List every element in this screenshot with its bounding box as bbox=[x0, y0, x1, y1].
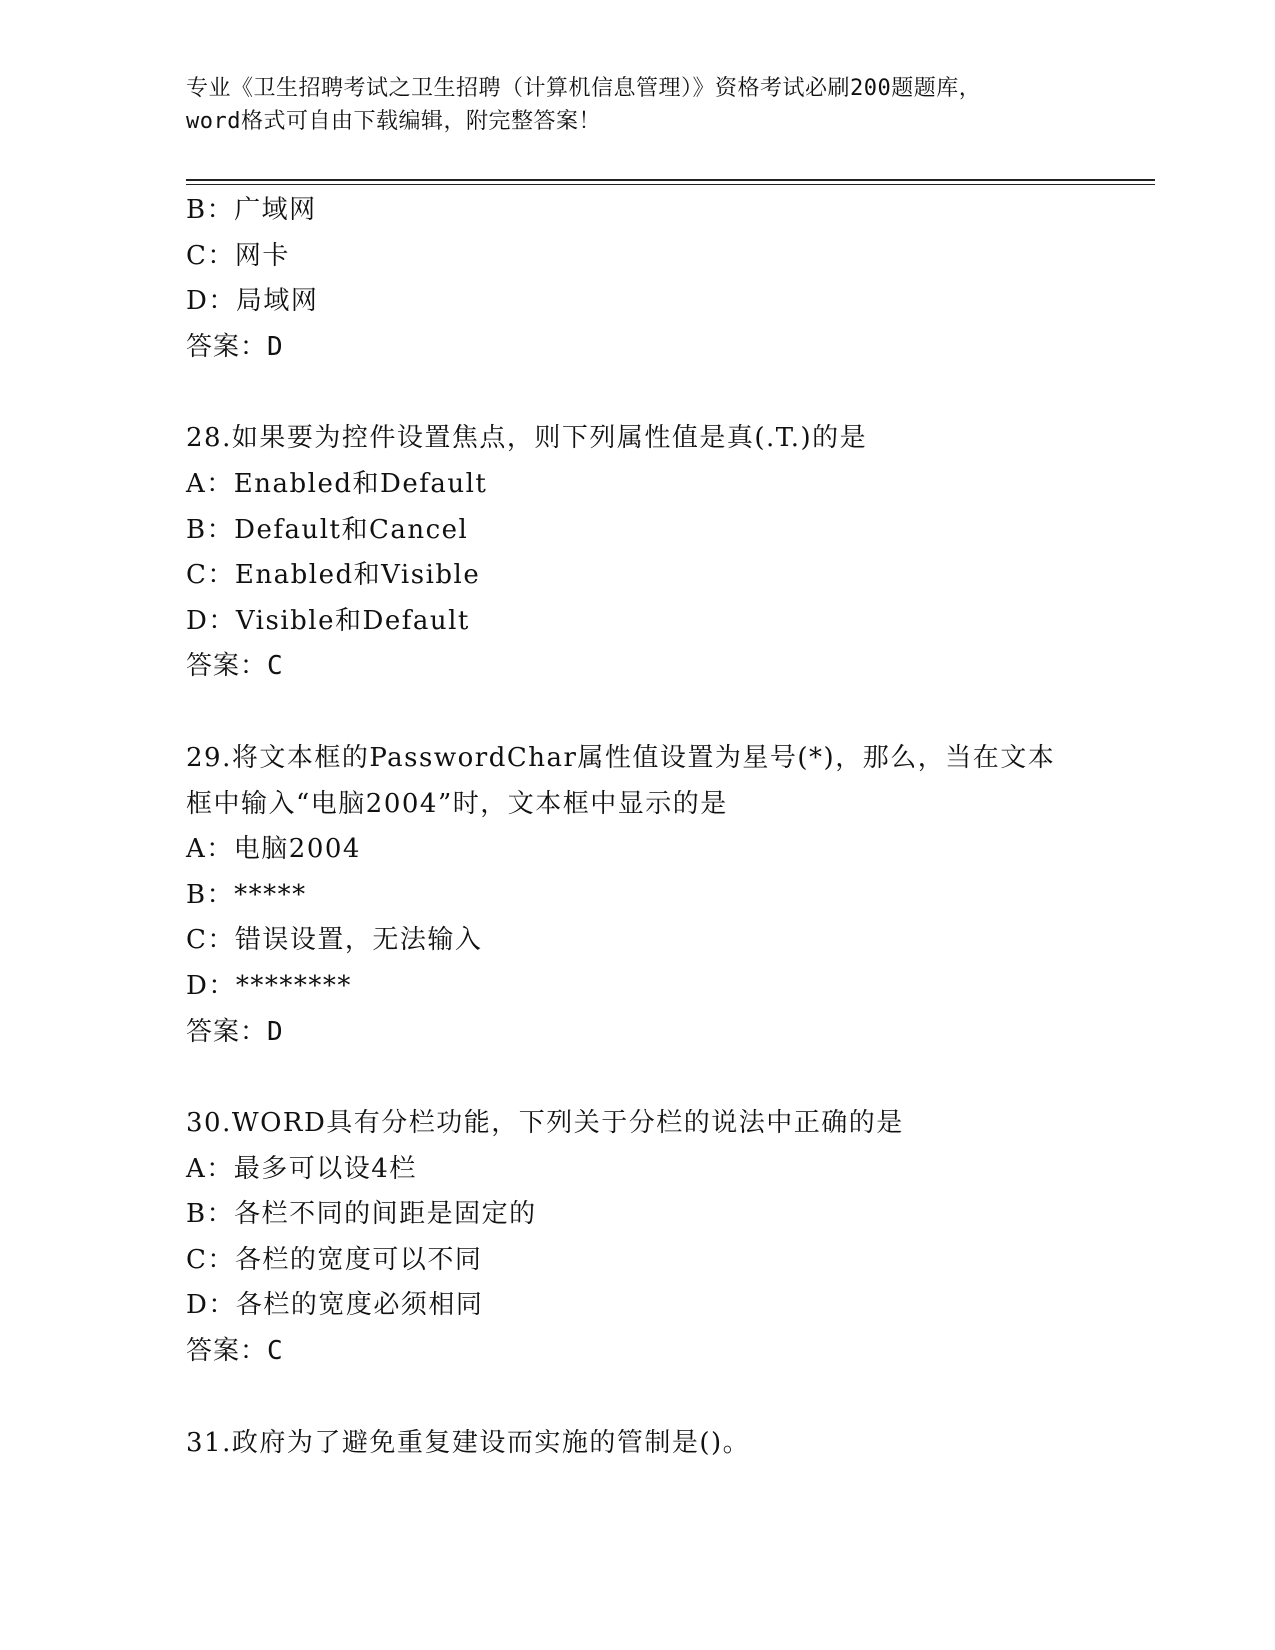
option-c: C：各栏的宽度可以不同 bbox=[186, 1244, 483, 1275]
option-d: D：局域网 bbox=[186, 286, 319, 317]
option-d: D：Visible和Default bbox=[186, 605, 470, 636]
option-b: B：***** bbox=[186, 879, 307, 910]
question-27-fragment bbox=[186, 188, 1086, 370]
option-a: A：最多可以设4栏 bbox=[186, 1153, 417, 1184]
option-c: C：错误设置，无法输入 bbox=[186, 925, 483, 956]
document-header bbox=[186, 72, 1086, 138]
header-line-1: 专业《卫生招聘考试之卫生招聘（计算机信息管理）》资格考试必刷200题题库， bbox=[186, 76, 982, 101]
question-gap bbox=[186, 690, 1086, 736]
question-28 bbox=[186, 416, 1086, 690]
question-stem: 30.WORD具有分栏功能，下列关于分栏的说法中正确的是 bbox=[186, 1108, 904, 1139]
option-d: D：各栏的宽度必须相同 bbox=[186, 1290, 484, 1321]
header-divider bbox=[186, 179, 1155, 185]
question-stem-continued: 框中输入“电脑2004”时，文本框中显示的是 bbox=[186, 788, 728, 819]
option-c: C：Enabled和Visible bbox=[186, 560, 481, 591]
answer-line: 答案：D bbox=[186, 331, 284, 362]
option-c: C：网卡 bbox=[186, 240, 290, 271]
option-a: A：Enabled和Default bbox=[186, 468, 488, 499]
question-stem: 28.如果要为控件设置焦点，则下列属性值是真(.T.)的是 bbox=[186, 423, 868, 454]
question-29 bbox=[186, 736, 1086, 1055]
answer-line: 答案：C bbox=[186, 1336, 284, 1367]
option-b: B：各栏不同的间距是固定的 bbox=[186, 1199, 537, 1230]
option-b: B：Default和Cancel bbox=[186, 514, 469, 545]
question-30 bbox=[186, 1101, 1086, 1375]
option-b: B：广域网 bbox=[186, 195, 317, 225]
option-a: A：电脑2004 bbox=[186, 834, 361, 865]
question-gap bbox=[186, 1375, 1086, 1421]
document-body bbox=[186, 188, 1086, 1466]
question-stem: 29.将文本框的PasswordChar属性值设置为星号(*)，那么，当在文本 bbox=[186, 742, 1056, 773]
answer-line: 答案：D bbox=[186, 1016, 284, 1047]
question-gap bbox=[186, 1055, 1086, 1101]
header-line-2: word格式可自由下载编辑，附完整答案！ bbox=[186, 109, 601, 134]
option-d: D：******** bbox=[186, 970, 352, 1001]
answer-line: 答案：C bbox=[186, 651, 284, 682]
question-31 bbox=[186, 1421, 1086, 1467]
question-gap bbox=[186, 370, 1086, 416]
question-stem: 31.政府为了避免重复建设而实施的管制是()。 bbox=[186, 1427, 751, 1458]
